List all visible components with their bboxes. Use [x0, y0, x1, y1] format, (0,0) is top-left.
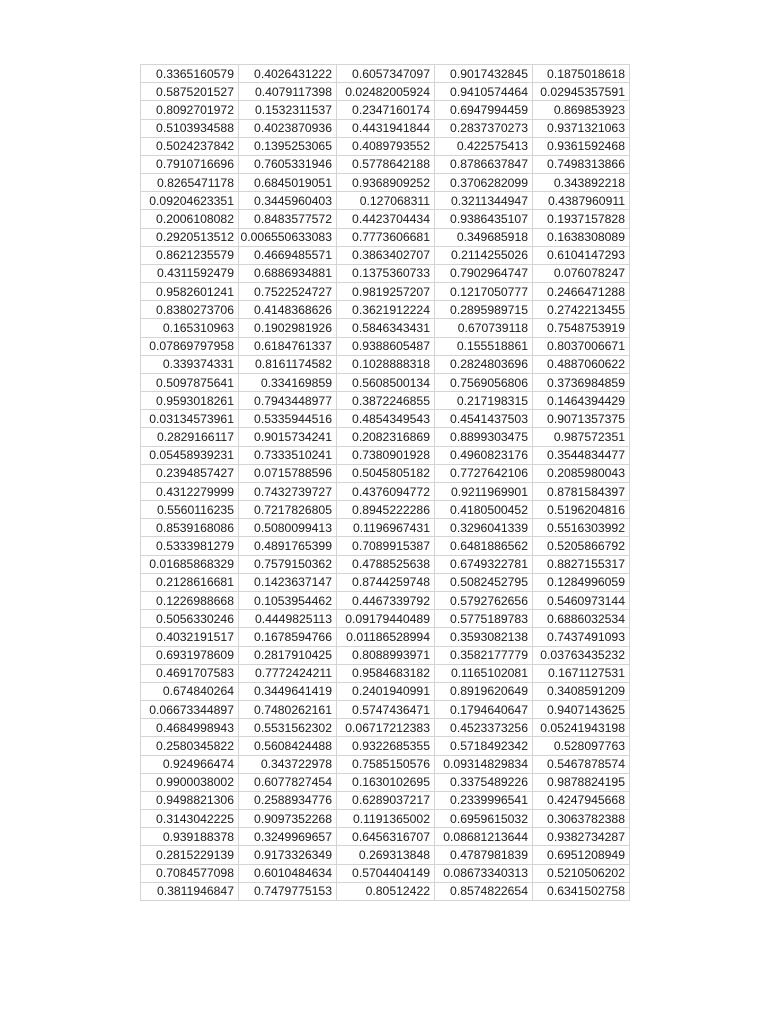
table-row	[141, 446, 630, 464]
table-cell[interactable]: 0.09179440489	[337, 610, 435, 628]
table-cell[interactable]: 0.7773606681	[337, 228, 435, 246]
table-cell[interactable]: 0.7084577098	[141, 864, 239, 882]
table-cell[interactable]: 0.4669485571	[239, 246, 337, 264]
table-cell[interactable]: 0.3449641419	[239, 682, 337, 700]
table-cell[interactable]: 0.08673340313	[435, 864, 533, 882]
table-row	[141, 410, 630, 428]
table-cell[interactable]: 0.4891765399	[239, 537, 337, 555]
table-cell[interactable]: 0.9407143625	[533, 701, 630, 719]
table-cell[interactable]: 0.4467339792	[337, 591, 435, 609]
table-cell[interactable]: 0.4691707583	[141, 664, 239, 682]
table-cell[interactable]: 0.1196967431	[337, 519, 435, 537]
table-cell[interactable]: 0.9382734287	[533, 828, 630, 846]
table-row	[141, 65, 630, 83]
table-cell[interactable]: 0.7432739727	[239, 482, 337, 500]
table-cell[interactable]: 0.1053954462	[239, 591, 337, 609]
table-cell[interactable]: 0.349685918	[435, 228, 533, 246]
table-cell[interactable]: 0.7548753919	[533, 319, 630, 337]
table-cell[interactable]: 0.5747436471	[337, 701, 435, 719]
table-cell[interactable]: 0.2920513512	[141, 228, 239, 246]
table-cell[interactable]: 0.02945357591	[533, 83, 630, 101]
table-row	[141, 210, 630, 228]
table-row	[141, 810, 630, 828]
table-cell[interactable]: 0.7522524727	[239, 283, 337, 301]
table-cell[interactable]: 0.1165102081	[435, 664, 533, 682]
table-cell[interactable]: 0.4247945668	[533, 791, 630, 809]
table-row	[141, 519, 630, 537]
table-cell[interactable]: 0.08681213644	[435, 828, 533, 846]
table-cell[interactable]: 0.6749322781	[435, 555, 533, 573]
table-cell[interactable]: 0.2347160174	[337, 101, 435, 119]
table-cell[interactable]: 0.5792762656	[435, 591, 533, 609]
table-cell[interactable]: 0.8744259748	[337, 573, 435, 591]
table-cell[interactable]: 0.2394857427	[141, 464, 239, 482]
table-row	[141, 773, 630, 791]
table-cell[interactable]: 0.155518861	[435, 337, 533, 355]
table-cell[interactable]: 0.528097763	[533, 737, 630, 755]
table-cell[interactable]: 0.5775189783	[435, 610, 533, 628]
table-cell[interactable]: 0.6481886562	[435, 537, 533, 555]
table-row	[141, 573, 630, 591]
table-cell[interactable]: 0.006550633083	[239, 228, 337, 246]
table-row	[141, 337, 630, 355]
table-cell[interactable]: 0.2082316869	[337, 428, 435, 446]
table-row	[141, 392, 630, 410]
table-cell[interactable]: 0.5608500134	[337, 373, 435, 391]
table-cell[interactable]: 0.6341502758	[533, 882, 630, 900]
table-cell[interactable]: 0.5467878574	[533, 755, 630, 773]
table-cell[interactable]: 0.6886934881	[239, 264, 337, 282]
table-row	[141, 610, 630, 628]
table-cell[interactable]: 0.5196204816	[533, 501, 630, 519]
table-cell[interactable]: 0.269313848	[337, 846, 435, 864]
table-cell[interactable]: 0.2401940991	[337, 682, 435, 700]
table-cell[interactable]: 0.8088993971	[337, 646, 435, 664]
table-cell[interactable]: 0.3249969657	[239, 828, 337, 846]
table-cell[interactable]: 0.869853923	[533, 101, 630, 119]
table-cell[interactable]: 0.7217826805	[239, 501, 337, 519]
table-cell[interactable]: 0.4023870936	[239, 119, 337, 137]
table-row	[141, 355, 630, 373]
table-cell[interactable]: 0.2824803696	[435, 355, 533, 373]
table-cell[interactable]: 0.7902964747	[435, 264, 533, 282]
table-cell[interactable]: 0.2128616681	[141, 573, 239, 591]
table-cell[interactable]: 0.8161174582	[239, 355, 337, 373]
table-cell[interactable]: 0.5080099413	[239, 519, 337, 537]
table-cell[interactable]: 0.4788525638	[337, 555, 435, 573]
table-cell[interactable]: 0.3544834477	[533, 446, 630, 464]
table-cell[interactable]: 0.9498821306	[141, 791, 239, 809]
table-cell[interactable]: 0.2085980043	[533, 464, 630, 482]
table-cell[interactable]: 0.01186528994	[337, 628, 435, 646]
table-cell[interactable]: 0.9388605487	[337, 337, 435, 355]
table-cell[interactable]: 0.4523373256	[435, 719, 533, 737]
table-cell[interactable]: 0.2114255026	[435, 246, 533, 264]
table-cell[interactable]: 0.2339996541	[435, 791, 533, 809]
table-cell[interactable]: 0.3365160579	[141, 65, 239, 83]
table-cell[interactable]: 0.6184761337	[239, 337, 337, 355]
table-cell[interactable]: 0.6951208949	[533, 846, 630, 864]
table-cell[interactable]: 0.2815229139	[141, 846, 239, 864]
table-cell[interactable]: 0.7569056806	[435, 373, 533, 391]
table-cell[interactable]: 0.9582601241	[141, 283, 239, 301]
table-row	[141, 737, 630, 755]
table-cell[interactable]: 0.05458939231	[141, 446, 239, 464]
table-cell[interactable]: 0.4387960911	[533, 192, 630, 210]
table-cell[interactable]: 0.5460973144	[533, 591, 630, 609]
table-cell[interactable]: 0.4311592479	[141, 264, 239, 282]
table-cell[interactable]: 0.5210506202	[533, 864, 630, 882]
table-cell[interactable]: 0.1395253065	[239, 137, 337, 155]
table-cell[interactable]: 0.3296041339	[435, 519, 533, 537]
table-row	[141, 83, 630, 101]
table-cell[interactable]: 0.4032191517	[141, 628, 239, 646]
table-cell[interactable]: 0.4148368626	[239, 301, 337, 319]
table-cell[interactable]: 0.5608424488	[239, 737, 337, 755]
table-cell[interactable]: 0.5205866792	[533, 537, 630, 555]
table-cell[interactable]: 0.4079117398	[239, 83, 337, 101]
table-row	[141, 228, 630, 246]
table-row	[141, 119, 630, 137]
table-row	[141, 555, 630, 573]
table-cell[interactable]: 0.1375360733	[337, 264, 435, 282]
table-cell[interactable]: 0.7333510241	[239, 446, 337, 464]
table-cell[interactable]: 0.6010484634	[239, 864, 337, 882]
table-cell[interactable]: 0.9584683182	[337, 664, 435, 682]
table-cell[interactable]: 0.2895989715	[435, 301, 533, 319]
table-cell[interactable]: 0.4312279999	[141, 482, 239, 500]
table-cell[interactable]: 0.8539168086	[141, 519, 239, 537]
table-cell[interactable]: 0.9017432845	[435, 65, 533, 83]
table-cell[interactable]: 0.3621912224	[337, 301, 435, 319]
table-cell[interactable]: 0.8621235579	[141, 246, 239, 264]
table-row	[141, 628, 630, 646]
table-cell[interactable]: 0.9900038002	[141, 773, 239, 791]
table-cell[interactable]: 0.2829166117	[141, 428, 239, 446]
table-cell[interactable]: 0.1678594766	[239, 628, 337, 646]
table-cell[interactable]: 0.5103934588	[141, 119, 239, 137]
table-cell[interactable]: 0.1630102695	[337, 773, 435, 791]
table-cell[interactable]: 0.1875018618	[533, 65, 630, 83]
table-cell[interactable]: 0.6057347097	[337, 65, 435, 83]
table-cell[interactable]: 0.7585150576	[337, 755, 435, 773]
table-row	[141, 846, 630, 864]
table-cell[interactable]: 0.5082452795	[435, 573, 533, 591]
table-cell[interactable]: 0.7437491093	[533, 628, 630, 646]
table-cell[interactable]: 0.9371321063	[533, 119, 630, 137]
table-cell[interactable]: 0.1671127531	[533, 664, 630, 682]
table-cell[interactable]: 0.5718492342	[435, 737, 533, 755]
table-row	[141, 464, 630, 482]
table-cell[interactable]: 0.674840264	[141, 682, 239, 700]
table-cell[interactable]: 0.9173326349	[239, 846, 337, 864]
table-cell[interactable]: 0.127068311	[337, 192, 435, 210]
table-cell[interactable]: 0.8919620649	[435, 682, 533, 700]
table-cell[interactable]: 0.7943448977	[239, 392, 337, 410]
table-cell[interactable]: 0.1217050777	[435, 283, 533, 301]
table-cell[interactable]: 0.1464394429	[533, 392, 630, 410]
table-cell[interactable]: 0.4787981839	[435, 846, 533, 864]
table-cell[interactable]: 0.939188378	[141, 828, 239, 846]
table-row	[141, 646, 630, 664]
table-row	[141, 882, 630, 900]
table-cell[interactable]: 0.334169859	[239, 373, 337, 391]
table-cell[interactable]: 0.4960823176	[435, 446, 533, 464]
table-cell[interactable]: 0.5516303992	[533, 519, 630, 537]
table-cell[interactable]: 0.3593082138	[435, 628, 533, 646]
table-cell[interactable]: 0.4026431222	[239, 65, 337, 83]
table-cell[interactable]: 0.03763435232	[533, 646, 630, 664]
table-cell[interactable]: 0.3872246855	[337, 392, 435, 410]
table-cell[interactable]: 0.7579150362	[239, 555, 337, 573]
table-cell[interactable]: 0.01685868329	[141, 555, 239, 573]
table-cell[interactable]: 0.3706282099	[435, 174, 533, 192]
table-cell[interactable]: 0.7772424211	[239, 664, 337, 682]
table-cell[interactable]: 0.9386435107	[435, 210, 533, 228]
table-row	[141, 791, 630, 809]
table-row	[141, 373, 630, 391]
table-cell[interactable]: 0.2742213455	[533, 301, 630, 319]
table-cell[interactable]: 0.8781584397	[533, 482, 630, 500]
table-cell[interactable]: 0.1423637147	[239, 573, 337, 591]
table-cell[interactable]: 0.2588934776	[239, 791, 337, 809]
table-cell[interactable]: 0.80512422	[337, 882, 435, 900]
table-cell[interactable]: 0.05241943198	[533, 719, 630, 737]
table-cell[interactable]: 0.076078247	[533, 264, 630, 282]
table-cell[interactable]: 0.9878824195	[533, 773, 630, 791]
table-cell[interactable]: 0.5846343431	[337, 319, 435, 337]
table-row	[141, 701, 630, 719]
table-row	[141, 283, 630, 301]
table-cell[interactable]: 0.670739118	[435, 319, 533, 337]
table-cell[interactable]: 0.1902981926	[239, 319, 337, 337]
table-cell[interactable]: 0.7380901928	[337, 446, 435, 464]
table-row	[141, 482, 630, 500]
table-cell[interactable]: 0.2817910425	[239, 646, 337, 664]
table-cell[interactable]: 0.6845019051	[239, 174, 337, 192]
table-row	[141, 246, 630, 264]
table-cell[interactable]: 0.8827155317	[533, 555, 630, 573]
table-cell[interactable]: 0.6289037217	[337, 791, 435, 809]
table-row	[141, 155, 630, 173]
table-cell[interactable]: 0.4423704434	[337, 210, 435, 228]
table-cell[interactable]: 0.9368909252	[337, 174, 435, 192]
table-cell[interactable]: 0.3863402707	[337, 246, 435, 264]
table-cell[interactable]: 0.8037006671	[533, 337, 630, 355]
table-row	[141, 101, 630, 119]
table-cell[interactable]: 0.3582177779	[435, 646, 533, 664]
table-cell[interactable]: 0.07869797958	[141, 337, 239, 355]
table-row	[141, 828, 630, 846]
table-cell[interactable]: 0.4376094772	[337, 482, 435, 500]
table-cell[interactable]: 0.343892218	[533, 174, 630, 192]
table-cell[interactable]: 0.4684998943	[141, 719, 239, 737]
table-cell[interactable]: 0.5056330246	[141, 610, 239, 628]
table-cell[interactable]: 0.5333981279	[141, 537, 239, 555]
table-cell[interactable]: 0.987572351	[533, 428, 630, 446]
table-row	[141, 192, 630, 210]
table-cell[interactable]: 0.8945222286	[337, 501, 435, 519]
table-cell[interactable]: 0.0715788596	[239, 464, 337, 482]
table-cell[interactable]: 0.6959615032	[435, 810, 533, 828]
table-cell[interactable]: 0.7498313866	[533, 155, 630, 173]
table-cell[interactable]: 0.7479775153	[239, 882, 337, 900]
table-cell[interactable]: 0.5045805182	[337, 464, 435, 482]
table-cell[interactable]: 0.3375489226	[435, 773, 533, 791]
table-cell[interactable]: 0.7480262161	[239, 701, 337, 719]
table-row	[141, 501, 630, 519]
table-cell[interactable]: 0.09314829834	[435, 755, 533, 773]
table-cell[interactable]: 0.4089793552	[337, 137, 435, 155]
table-cell[interactable]: 0.03134573961	[141, 410, 239, 428]
table-row	[141, 591, 630, 609]
table-cell[interactable]: 0.924966474	[141, 755, 239, 773]
table-cell[interactable]: 0.3408591209	[533, 682, 630, 700]
table-cell[interactable]: 0.165310963	[141, 319, 239, 337]
table-cell[interactable]: 0.8786637847	[435, 155, 533, 173]
table-row	[141, 137, 630, 155]
table-cell[interactable]: 0.7910716696	[141, 155, 239, 173]
table-cell[interactable]: 0.4887060622	[533, 355, 630, 373]
table-row	[141, 864, 630, 882]
table-row	[141, 755, 630, 773]
table-cell[interactable]: 0.2580345822	[141, 737, 239, 755]
table-cell[interactable]: 0.6886032534	[533, 610, 630, 628]
table-cell[interactable]: 0.5097875641	[141, 373, 239, 391]
table-cell[interactable]: 0.9410574464	[435, 83, 533, 101]
table-cell[interactable]: 0.1284996059	[533, 573, 630, 591]
table-cell[interactable]: 0.8092701972	[141, 101, 239, 119]
table-cell[interactable]: 0.5531562302	[239, 719, 337, 737]
data-table	[140, 64, 630, 901]
table-cell[interactable]: 0.3063782388	[533, 810, 630, 828]
table-cell[interactable]: 0.9361592468	[533, 137, 630, 155]
table-cell[interactable]: 0.3211344947	[435, 192, 533, 210]
table-cell[interactable]: 0.9097352268	[239, 810, 337, 828]
table-cell[interactable]: 0.6931978609	[141, 646, 239, 664]
table-cell[interactable]: 0.6077827454	[239, 773, 337, 791]
table-cell[interactable]: 0.5778642188	[337, 155, 435, 173]
table-cell[interactable]: 0.9322685355	[337, 737, 435, 755]
table-cell[interactable]: 0.422575413	[435, 137, 533, 155]
table-cell[interactable]: 0.1638308089	[533, 228, 630, 246]
table-cell[interactable]: 0.3736984859	[533, 373, 630, 391]
table-cell[interactable]: 0.2466471288	[533, 283, 630, 301]
table-row	[141, 664, 630, 682]
table-cell[interactable]: 0.4854349543	[337, 410, 435, 428]
table-cell[interactable]: 0.5704404149	[337, 864, 435, 882]
table-cell[interactable]: 0.1191365002	[337, 810, 435, 828]
table-cell[interactable]: 0.9819257207	[337, 283, 435, 301]
table-cell[interactable]: 0.5875201527	[141, 83, 239, 101]
table-cell[interactable]: 0.217198315	[435, 392, 533, 410]
table-cell[interactable]: 0.2837370273	[435, 119, 533, 137]
table-cell[interactable]: 0.3445960403	[239, 192, 337, 210]
table-cell[interactable]: 0.343722978	[239, 755, 337, 773]
table-cell[interactable]: 0.4541437503	[435, 410, 533, 428]
table-cell[interactable]: 0.6456316707	[337, 828, 435, 846]
table-cell[interactable]: 0.09204623351	[141, 192, 239, 210]
table-cell[interactable]: 0.7727642106	[435, 464, 533, 482]
table-row	[141, 682, 630, 700]
table-cell[interactable]: 0.6947994459	[435, 101, 533, 119]
table-cell[interactable]: 0.339374331	[141, 355, 239, 373]
table-cell[interactable]: 0.5024237842	[141, 137, 239, 155]
table-cell[interactable]: 0.5335944516	[239, 410, 337, 428]
table-cell[interactable]: 0.8899303475	[435, 428, 533, 446]
table-row	[141, 174, 630, 192]
table-cell[interactable]: 0.7089915387	[337, 537, 435, 555]
table-cell[interactable]: 0.9211969901	[435, 482, 533, 500]
table-cell[interactable]: 0.06717212383	[337, 719, 435, 737]
table-cell[interactable]: 0.1028888318	[337, 355, 435, 373]
table-cell[interactable]: 0.7605331946	[239, 155, 337, 173]
table-row	[141, 428, 630, 446]
table-cell[interactable]: 0.8574822654	[435, 882, 533, 900]
table-cell[interactable]: 0.5560116235	[141, 501, 239, 519]
table-cell[interactable]: 0.1532311537	[239, 101, 337, 119]
table-row	[141, 301, 630, 319]
table-cell[interactable]: 0.4449825113	[239, 610, 337, 628]
table-cell[interactable]: 0.1226988668	[141, 591, 239, 609]
table-cell[interactable]: 0.2006108082	[141, 210, 239, 228]
table-cell[interactable]: 0.4431941844	[337, 119, 435, 137]
table-row	[141, 719, 630, 737]
table-cell[interactable]: 0.3143042225	[141, 810, 239, 828]
table-cell[interactable]: 0.8483577572	[239, 210, 337, 228]
table-cell[interactable]: 0.3811946847	[141, 882, 239, 900]
table-cell[interactable]: 0.9071357375	[533, 410, 630, 428]
table-cell[interactable]: 0.4180500452	[435, 501, 533, 519]
data-table-body	[141, 65, 630, 901]
table-cell[interactable]: 0.1794640647	[435, 701, 533, 719]
table-cell[interactable]: 0.06673344897	[141, 701, 239, 719]
table-cell[interactable]: 0.02482005924	[337, 83, 435, 101]
table-row	[141, 264, 630, 282]
table-cell[interactable]: 0.9015734241	[239, 428, 337, 446]
table-cell[interactable]: 0.9593018261	[141, 392, 239, 410]
table-cell[interactable]: 0.6104147293	[533, 246, 630, 264]
table-cell[interactable]: 0.8265471178	[141, 174, 239, 192]
table-row	[141, 537, 630, 555]
table-row	[141, 319, 630, 337]
table-cell[interactable]: 0.1937157828	[533, 210, 630, 228]
table-cell[interactable]: 0.8380273706	[141, 301, 239, 319]
